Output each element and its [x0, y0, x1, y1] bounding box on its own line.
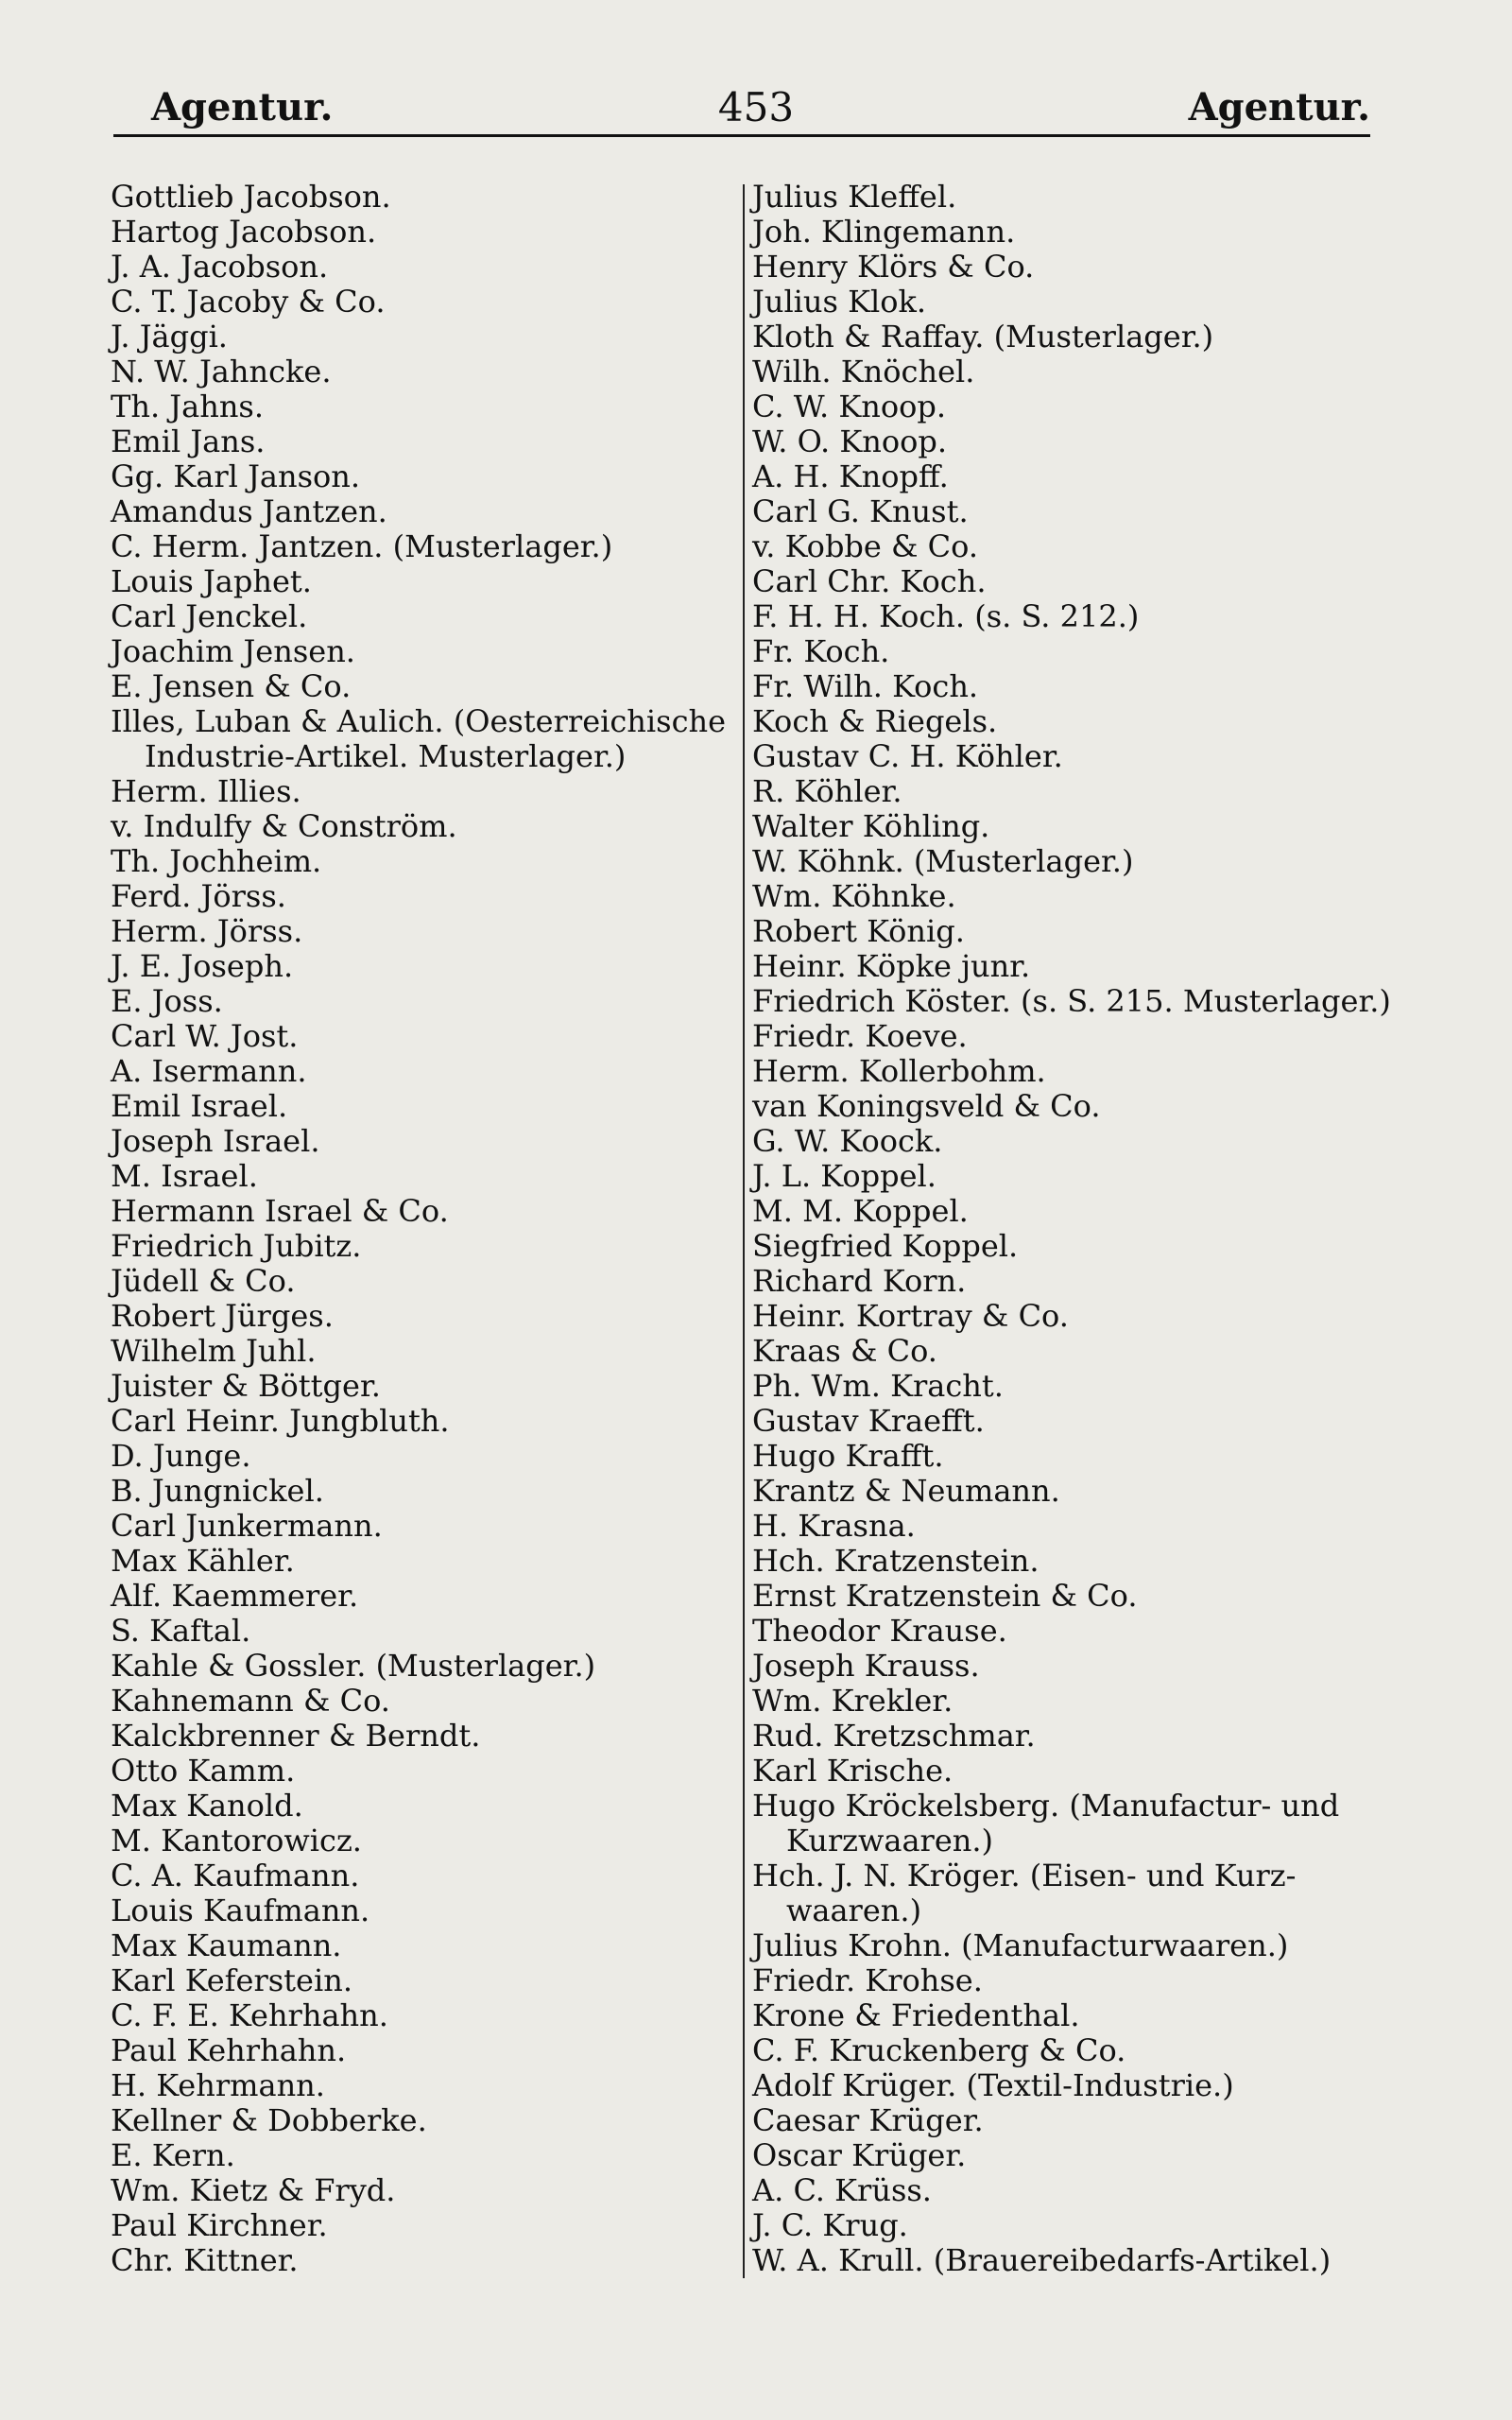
column-divider: [743, 184, 745, 2278]
directory-entry: Siegfried Koppel.: [752, 1228, 1019, 1264]
directory-entry: C. F. Kruckenberg & Co.: [752, 2032, 1126, 2068]
directory-entry: Fr. Koch.: [752, 633, 890, 669]
directory-entry: Krone & Friedenthal.: [752, 1997, 1080, 2033]
header-left-title: Agentur.: [151, 85, 334, 130]
directory-entry: M. M. Koppel.: [752, 1193, 969, 1229]
directory-entry: J. C. Krug.: [752, 2207, 908, 2243]
directory-entry: N. W. Jahncke.: [111, 354, 332, 389]
directory-entry: M. Kantorowicz.: [111, 1823, 362, 1858]
directory-entry: C. F. E. Kehrhahn.: [111, 1997, 388, 2033]
directory-entry: Heinr. Köpke junr.: [752, 948, 1031, 984]
directory-entry: Carl G. Knust.: [752, 493, 969, 529]
directory-entry: A. C. Krüss.: [752, 2172, 932, 2208]
directory-entry: Oscar Krüger.: [752, 2137, 967, 2173]
directory-entry: Hch. Kratzenstein.: [752, 1543, 1040, 1579]
directory-entry: Max Kähler.: [111, 1543, 295, 1579]
directory-entry: Carl Chr. Koch.: [752, 563, 987, 599]
directory-entry: Henry Klörs & Co.: [752, 249, 1035, 285]
directory-entry: E. Jensen & Co.: [111, 668, 352, 704]
directory-entry: Carl Heinr. Jungbluth.: [111, 1403, 450, 1439]
directory-entry: Kalckbrenner & Berndt.: [111, 1718, 481, 1754]
directory-entry: waaren.): [786, 1893, 922, 1928]
directory-entry: Theodor Krause.: [752, 1613, 1007, 1649]
directory-entry: Joseph Israel.: [111, 1123, 320, 1159]
directory-entry: Jüdell & Co.: [111, 1263, 296, 1299]
directory-entry: Louis Japhet.: [111, 563, 312, 599]
directory-entry: Robert Jürges.: [111, 1298, 334, 1334]
directory-entry: Kahnemann & Co.: [111, 1683, 390, 1719]
directory-entry: Gg. Karl Janson.: [111, 458, 361, 494]
directory-entry: Kloth & Raffay. (Musterlager.): [752, 319, 1214, 354]
header-rule: [113, 134, 1370, 137]
directory-entry: Wilhelm Juhl.: [111, 1333, 317, 1369]
right-column: [752, 180, 1404, 2278]
directory-entry: v. Indulfy & Conström.: [111, 808, 457, 844]
directory-entry: Louis Kaufmann.: [111, 1893, 370, 1928]
directory-entry: W. A. Krull. (Brauereibedarfs-Artikel.): [752, 2242, 1332, 2278]
directory-entry: C. Herm. Jantzen. (Musterlager.): [111, 528, 613, 564]
directory-entry: Gottlieb Jacobson.: [111, 179, 391, 215]
directory-entry: Wilh. Knöchel.: [752, 354, 975, 389]
directory-entry: R. Köhler.: [752, 773, 902, 809]
directory-entry: Heinr. Kortray & Co.: [752, 1298, 1069, 1334]
directory-entry: H. Krasna.: [752, 1508, 916, 1544]
directory-entry: Adolf Krüger. (Textil-Industrie.): [752, 2067, 1234, 2103]
directory-entry: Walter Köhling.: [752, 808, 990, 844]
directory-entry: Fr. Wilh. Koch.: [752, 668, 979, 704]
directory-entry: Friedrich Köster. (s. S. 215. Musterlager.): [752, 983, 1391, 1019]
directory-entry: Wm. Krekler.: [752, 1683, 954, 1719]
directory-entry: A. H. Knopff.: [752, 458, 949, 494]
directory-entry: F. H. H. Koch. (s. S. 212.): [752, 598, 1140, 634]
directory-entry: van Koningsveld & Co.: [752, 1088, 1101, 1124]
directory-entry: Ernst Kratzenstein & Co.: [752, 1578, 1138, 1614]
directory-entry: Robert König.: [752, 913, 965, 949]
directory-entry: Herm. Jörss.: [111, 913, 303, 949]
directory-entry: Paul Kirchner.: [111, 2207, 328, 2243]
directory-entry: v. Kobbe & Co.: [752, 528, 979, 564]
directory-entry: Joseph Krauss.: [752, 1648, 980, 1684]
directory-entry: J. E. Joseph.: [111, 948, 294, 984]
directory-entry: Kraas & Co.: [752, 1333, 937, 1369]
directory-entry: Carl Jenckel.: [111, 598, 308, 634]
directory-entry: Kurzwaaren.): [786, 1823, 994, 1858]
directory-entry: J. L. Koppel.: [752, 1158, 936, 1194]
directory-entry: Caesar Krüger.: [752, 2102, 984, 2138]
directory-entry: Emil Jans.: [111, 424, 266, 459]
directory-entry: Friedrich Jubitz.: [111, 1228, 362, 1264]
directory-entry: Amandus Jantzen.: [111, 493, 387, 529]
directory-entry: Carl W. Jost.: [111, 1018, 299, 1054]
directory-entry: Alf. Kaemmerer.: [111, 1578, 359, 1614]
directory-entry: Hartog Jacobson.: [111, 214, 377, 250]
directory-entry: Carl Junkermann.: [111, 1508, 383, 1544]
directory-entry: Joh. Klingemann.: [752, 214, 1016, 250]
directory-entry: Otto Kamm.: [111, 1753, 296, 1789]
directory-entry: Industrie-Artikel. Musterlager.): [145, 738, 627, 774]
directory-entry: Wm. Köhnke.: [752, 878, 956, 914]
directory-entry: S. Kaftal.: [111, 1613, 251, 1649]
directory-entry: Hch. J. N. Kröger. (Eisen- und Kurz-: [752, 1858, 1297, 1893]
directory-entry: G. W. Koock.: [752, 1123, 943, 1159]
directory-entry: Friedr. Koeve.: [752, 1018, 968, 1054]
directory-entry: A. Isermann.: [111, 1053, 307, 1089]
directory-entry: Kellner & Dobberke.: [111, 2102, 427, 2138]
directory-entry: Rud. Kretzschmar.: [752, 1718, 1036, 1754]
directory-entry: E. Joss.: [111, 983, 223, 1019]
directory-entry: Chr. Kittner.: [111, 2242, 299, 2278]
directory-entry: Julius Krohn. (Manufacturwaaren.): [752, 1927, 1289, 1963]
directory-entry: Max Kanold.: [111, 1788, 303, 1824]
directory-entry: Richard Korn.: [752, 1263, 967, 1299]
directory-entry: C. A. Kaufmann.: [111, 1858, 360, 1893]
directory-entry: D. Junge.: [111, 1438, 251, 1474]
directory-entry: Julius Kleffel.: [752, 179, 957, 215]
directory-entry: J. Jäggi.: [111, 319, 228, 354]
directory-entry: Paul Kehrhahn.: [111, 2032, 347, 2068]
directory-entry: Karl Krische.: [752, 1753, 954, 1789]
directory-entry: Friedr. Krohse.: [752, 1962, 983, 1998]
directory-entry: Max Kaumann.: [111, 1927, 342, 1963]
directory-entry: C. T. Jacoby & Co.: [111, 284, 386, 320]
directory-entry: C. W. Knoop.: [752, 389, 947, 424]
directory-entry: Hermann Israel & Co.: [111, 1193, 449, 1229]
directory-entry: Krantz & Neumann.: [752, 1473, 1060, 1509]
directory-entry: Herm. Illies.: [111, 773, 301, 809]
directory-entry: E. Kern.: [111, 2137, 235, 2173]
directory-entry: J. A. Jacobson.: [111, 249, 329, 285]
directory-entry: M. Israel.: [111, 1158, 258, 1194]
left-column: [111, 180, 744, 2278]
directory-entry: W. Köhnk. (Musterlager.): [752, 843, 1134, 879]
directory-entry: H. Kehrmann.: [111, 2067, 325, 2103]
header-right-title: Agentur.: [1188, 85, 1370, 130]
directory-entry: Herm. Kollerbohm.: [752, 1053, 1046, 1089]
directory-entry: Kahle & Gossler. (Musterlager.): [111, 1648, 596, 1684]
directory-entry: Karl Keferstein.: [111, 1962, 352, 1998]
directory-entry: Julius Klok.: [752, 284, 927, 320]
directory-entry: Ferd. Jörss.: [111, 878, 286, 914]
directory-entry: Hugo Krafft.: [752, 1438, 944, 1474]
directory-entry: Gustav Kraefft.: [752, 1403, 985, 1439]
directory-entry: Illes, Luban & Aulich. (Oesterreichische: [111, 703, 727, 739]
directory-entry: W. O. Knoop.: [752, 424, 948, 459]
directory-entry: Koch & Riegels.: [752, 703, 998, 739]
directory-entry: B. Jungnickel.: [111, 1473, 324, 1509]
directory-entry: Emil Israel.: [111, 1088, 288, 1124]
page-number: 453: [717, 84, 795, 130]
directory-entry: Joachim Jensen.: [111, 633, 355, 669]
directory-entry: Gustav C. H. Köhler.: [752, 738, 1063, 774]
directory-entry: Hugo Kröckelsberg. (Manufactur- und: [752, 1788, 1340, 1824]
directory-entry: Juister & Böttger.: [111, 1368, 381, 1404]
directory-entry: Th. Jahns.: [111, 389, 265, 424]
directory-entry: Th. Jochheim.: [111, 843, 322, 879]
directory-entry: Ph. Wm. Kracht.: [752, 1368, 1004, 1404]
directory-entry: Wm. Kietz & Fryd.: [111, 2172, 396, 2208]
